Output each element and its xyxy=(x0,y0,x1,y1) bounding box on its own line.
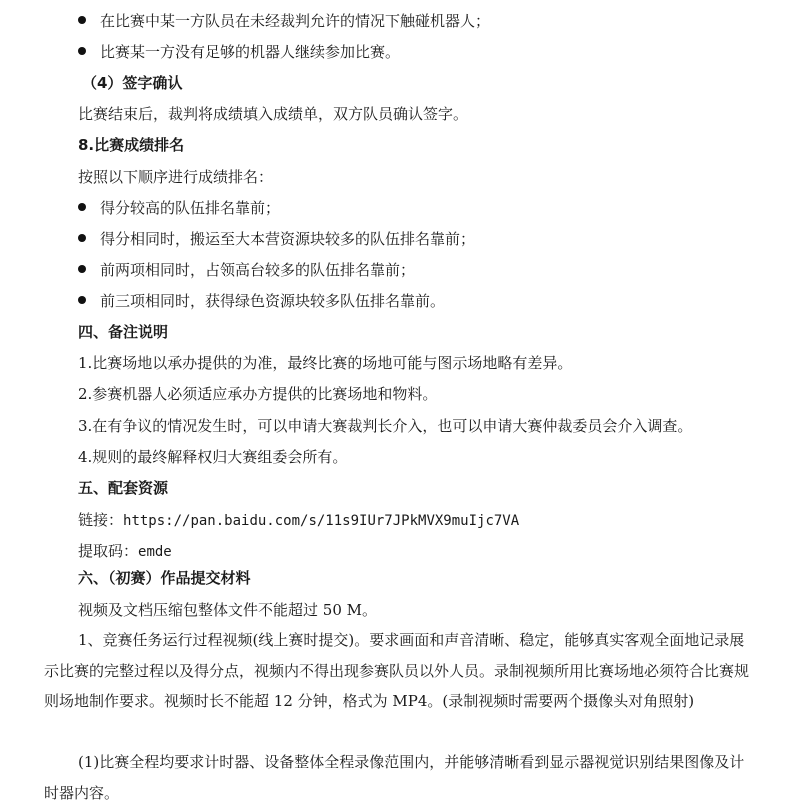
section-heading-submission: 六、（初赛）作品提交材料 xyxy=(78,569,251,587)
list-item: 1.比赛场地以承办提供的为准，最终比赛的场地可能与图示场地略有差异。 xyxy=(78,354,573,372)
code-label: 提取码： xyxy=(78,542,139,560)
extract-code: emde xyxy=(138,544,172,560)
list-item: 2.参赛机器人必须适应承办方提供的比赛场地和物料。 xyxy=(78,385,438,403)
list-item: 得分相同时，搬运至大本营资源块较多的队伍排名靠前； xyxy=(78,229,475,249)
section-heading-ranking: 8.比赛成绩排名 xyxy=(78,136,185,154)
list-item: 前两项相同时，占领高台较多的队伍排名靠前； xyxy=(78,260,415,280)
section-heading-resources: 五、配套资源 xyxy=(78,479,169,497)
bullet-icon xyxy=(78,296,86,304)
bullet-icon xyxy=(78,16,86,24)
section-heading-sign: （4）签字确认 xyxy=(82,74,183,92)
list-item: 得分较高的队伍排名靠前； xyxy=(78,198,280,218)
extract-code-line xyxy=(78,541,172,562)
link-label: 链接： xyxy=(78,511,124,529)
paragraph: 比赛结束后，裁判将成绩填入成绩单，双方队员确认签字。 xyxy=(78,105,469,123)
list-item: 在比赛中某一方队员在未经裁判允许的情况下触碰机器人； xyxy=(78,11,490,31)
list-item: 前三项相同时，获得绿色资源块较多队伍排名靠前。 xyxy=(78,291,445,311)
section-heading-notes: 四、备注说明 xyxy=(78,323,169,341)
list-item: 3.在有争议的情况发生时，可以申请大赛裁判长介入，也可以申请大赛仲裁委员会介入调查。 xyxy=(78,417,693,435)
bullet-icon xyxy=(78,47,86,55)
download-link[interactable]: https://pan.baidu.com/s/11s9IUr7JPkMVX9muIjc7VA xyxy=(123,513,520,529)
bullet-icon xyxy=(78,203,86,211)
resource-link-line xyxy=(78,510,519,531)
list-item: 4.规则的最终解释权归大赛组委会所有。 xyxy=(78,448,348,466)
paragraph: 视频及文档压缩包整体文件不能超过 50 M。 xyxy=(78,601,377,619)
bullet-icon xyxy=(78,265,86,273)
paragraph-video-requirements: 1、竞赛任务运行过程视频(线上赛时提交)。要求画面和声音清晰、稳定，能够真实客观全面地记录展示比赛的完整过程以及得分点，视频内不得出现参赛队员以外人员。录制视频所用比赛场地必须符合比赛规则场地制作要求。视频时长不能超 12 分钟，格式为 MP4。(录制视频时需要两个摄像头对角照射) xyxy=(44,631,750,710)
paragraph: 按照以下顺序进行成绩排名： xyxy=(78,168,274,186)
paragraph-recording-scope: (1)比赛全程均要求计时器、设备整体全程录像范围内，并能够清晰看到显示器视觉识别结果图像及计时器内容。 xyxy=(44,753,745,802)
bullet-icon xyxy=(78,234,86,242)
list-item: 比赛某一方没有足够的机器人继续参加比赛。 xyxy=(78,42,400,62)
